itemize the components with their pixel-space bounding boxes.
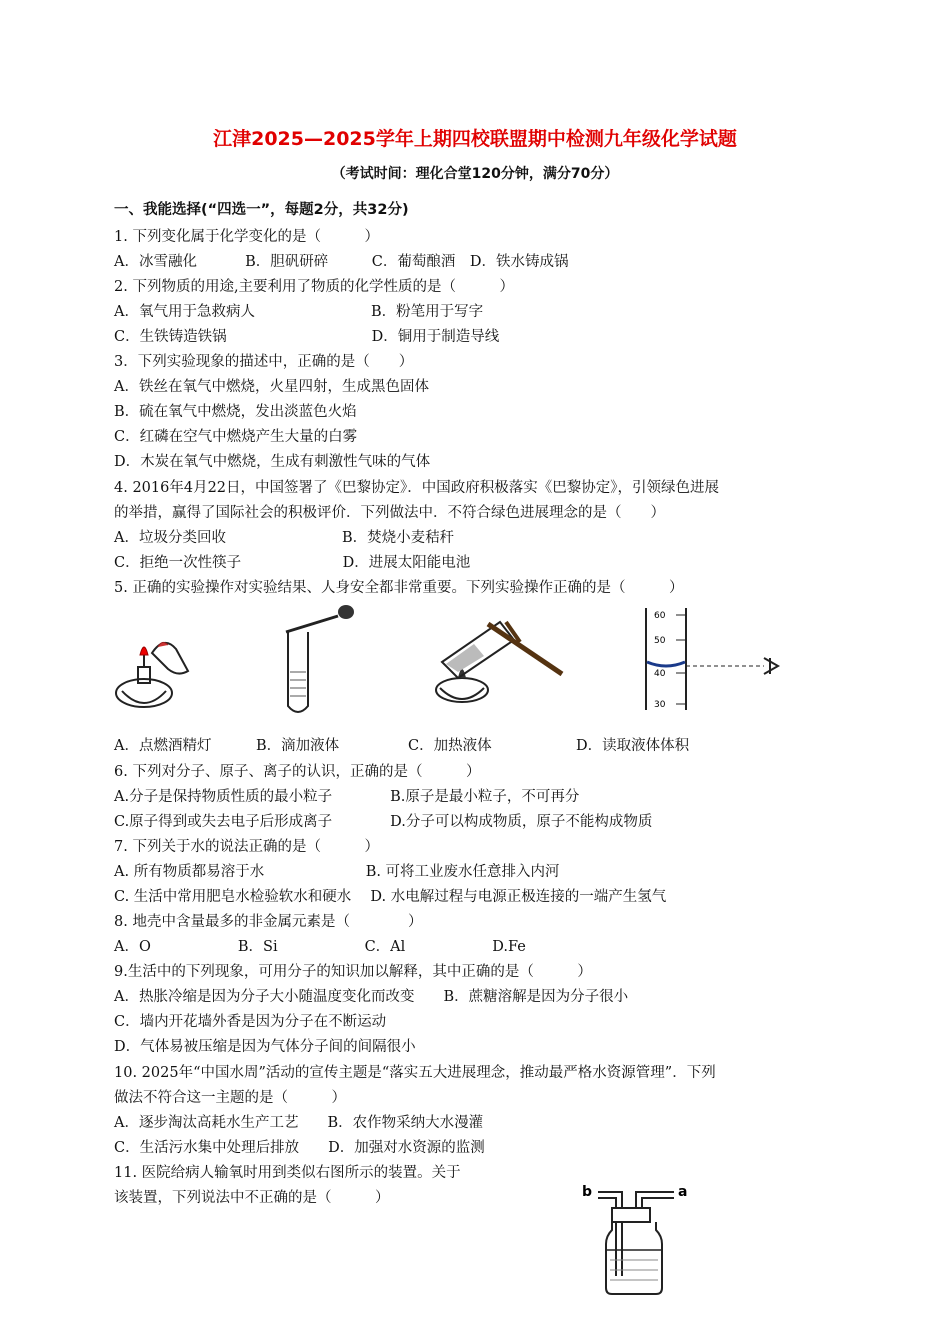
question-4-options-cd: C．拒绝一次性筷子 D．进展太阳能电池 (114, 555, 471, 571)
question-9-option-c: C．墙内开花墙外香是因为分子在不断运动 (114, 1014, 387, 1030)
q5-option-b: B．滴加液体 (256, 738, 340, 754)
question-3-option-a: A．铁丝在氧气中燃烧，火星四射，生成黑色固体 (114, 379, 429, 395)
question-1-options: A．冰雪融化 B．胆矾研碎 C．葡萄酿酒 D．铁水铸成锅 (114, 254, 569, 270)
question-10-line2: 做法不符合这一主题的是（ ） (114, 1090, 346, 1106)
question-8-options: A．O B．Si C．Al D.Fe (114, 939, 526, 955)
question-11-line1: 11. 医院给病人输氧时用到类似右图所示的装置。关于 (114, 1165, 461, 1181)
q5-option-d: D．读取液体体积 (576, 738, 690, 754)
question-9: 9.生活中的下列现象，可用分子的知识加以解释，其中正确的是（ ） (114, 964, 592, 980)
gas-washing-bottle-figure (578, 1180, 708, 1298)
lit-alcohol-lamp-figure (108, 625, 198, 715)
question-9-option-d: D．气体易被压缩是因为气体分子间的间隔很小 (114, 1039, 416, 1055)
question-3: 3．下列实验现象的描述中，正确的是（ ） (114, 354, 414, 370)
question-3-option-c: C．红磷在空气中燃烧产生大量的白雾 (114, 429, 358, 445)
question-4-line2: 的举措，赢得了国际社会的积极评价．下列做法中．不符合绿色进展理念的是（ ） (114, 505, 665, 521)
q5-option-c: C．加热液体 (408, 738, 492, 754)
question-3-option-d: D．木炭在氧气中燃烧，生成有刺激性气味的气体 (114, 454, 431, 470)
question-2-options-ab: A．氧气用于急救病人 B．粉笔用于写字 (114, 304, 484, 320)
question-10-line1: 10. 2025年“中国水周”活动的宣传主题是“落实五大进展理念，推动最严格水资源管理”．下列 (114, 1065, 716, 1081)
tube-label-a: a (678, 1184, 688, 1200)
heating-liquid-figure (430, 612, 570, 712)
question-2-options-cd: C．生铁铸造铁锅 D．铜用于制造导线 (114, 329, 500, 345)
question-10-options-cd: C．生活污水集中处理后排放 D．加强对水资源的监测 (114, 1140, 485, 1156)
tick-label-30: 30 (654, 700, 666, 710)
dropper-into-tube-figure (282, 602, 362, 718)
tube-label-b: b (582, 1184, 593, 1200)
page-subtitle: （考试时间：理化合堂120分钟，满分70分） (331, 166, 619, 182)
question-6: 6. 下列对分子、原子、离子的认识，正确的是（ ） (114, 764, 481, 780)
question-4-options-ab: A．垃圾分类回收 B．焚烧小麦秸秆 (114, 530, 455, 546)
question-4-line1: 4. 2016年4月22日，中国签署了《巴黎协定》．中国政府积极落实《巴黎协定》，引领绿色进展 (114, 480, 720, 496)
question-7-options-ab: A. 所有物质都易溶于水 B. 可将工业废水任意排入内河 (114, 864, 560, 880)
question-11-line2: 该装置，下列说法中不正确的是（ ） (114, 1190, 390, 1206)
reading-cylinder-figure (646, 608, 796, 712)
question-8: 8. 地壳中含量最多的非金属元素是（ ） (114, 914, 423, 930)
question-6-options-cd: C.原子得到或失去电子后形成离子 D.分子可以构成物质，原子不能构成物质 (114, 814, 653, 830)
question-2: 2. 下列物质的用途,主要利用了物质的化学性质的是（ ） (114, 279, 515, 295)
tick-label-60: 60 (654, 611, 666, 621)
tick-label-50: 50 (654, 636, 666, 646)
q5-option-a: A．点燃酒精灯 (114, 738, 212, 754)
question-3-option-b: B．硫在氧气中燃烧，发出淡蓝色火焰 (114, 404, 357, 420)
question-7-options-cd: C. 生活中常用肥皂水检验软水和硬水 D. 水电解过程与电源正极连接的一端产生氢气 (114, 889, 667, 905)
section-heading: 一、我能选择(“四选一”，每题2分，共32分) (114, 202, 409, 218)
question-5: 5. 正确的实验操作对实验结果、人身安全都非常重要。下列实验操作正确的是（ ） (114, 580, 684, 596)
question-1: 1. 下列变化属于化学变化的是（ ） (114, 229, 379, 245)
question-9-options-ab: A．热胀冷缩是因为分子大小随温度变化而改变 B．蔗糖溶解是因为分子很小 (114, 989, 629, 1005)
question-10-options-ab: A．逐步淘汰高耗水生产工艺 B．农作物采纳大水漫灌 (114, 1115, 484, 1131)
question-6-options-ab: A.分子是保持物质性质的最小粒子 B.原子是最小粒子，不可再分 (114, 789, 580, 805)
page-title: 江津2025—2025学年上期四校联盟期中检测九年级化学试题 (213, 128, 737, 150)
question-7: 7. 下列关于水的说法正确的是（ ） (114, 839, 379, 855)
tick-label-40: 40 (654, 669, 666, 679)
